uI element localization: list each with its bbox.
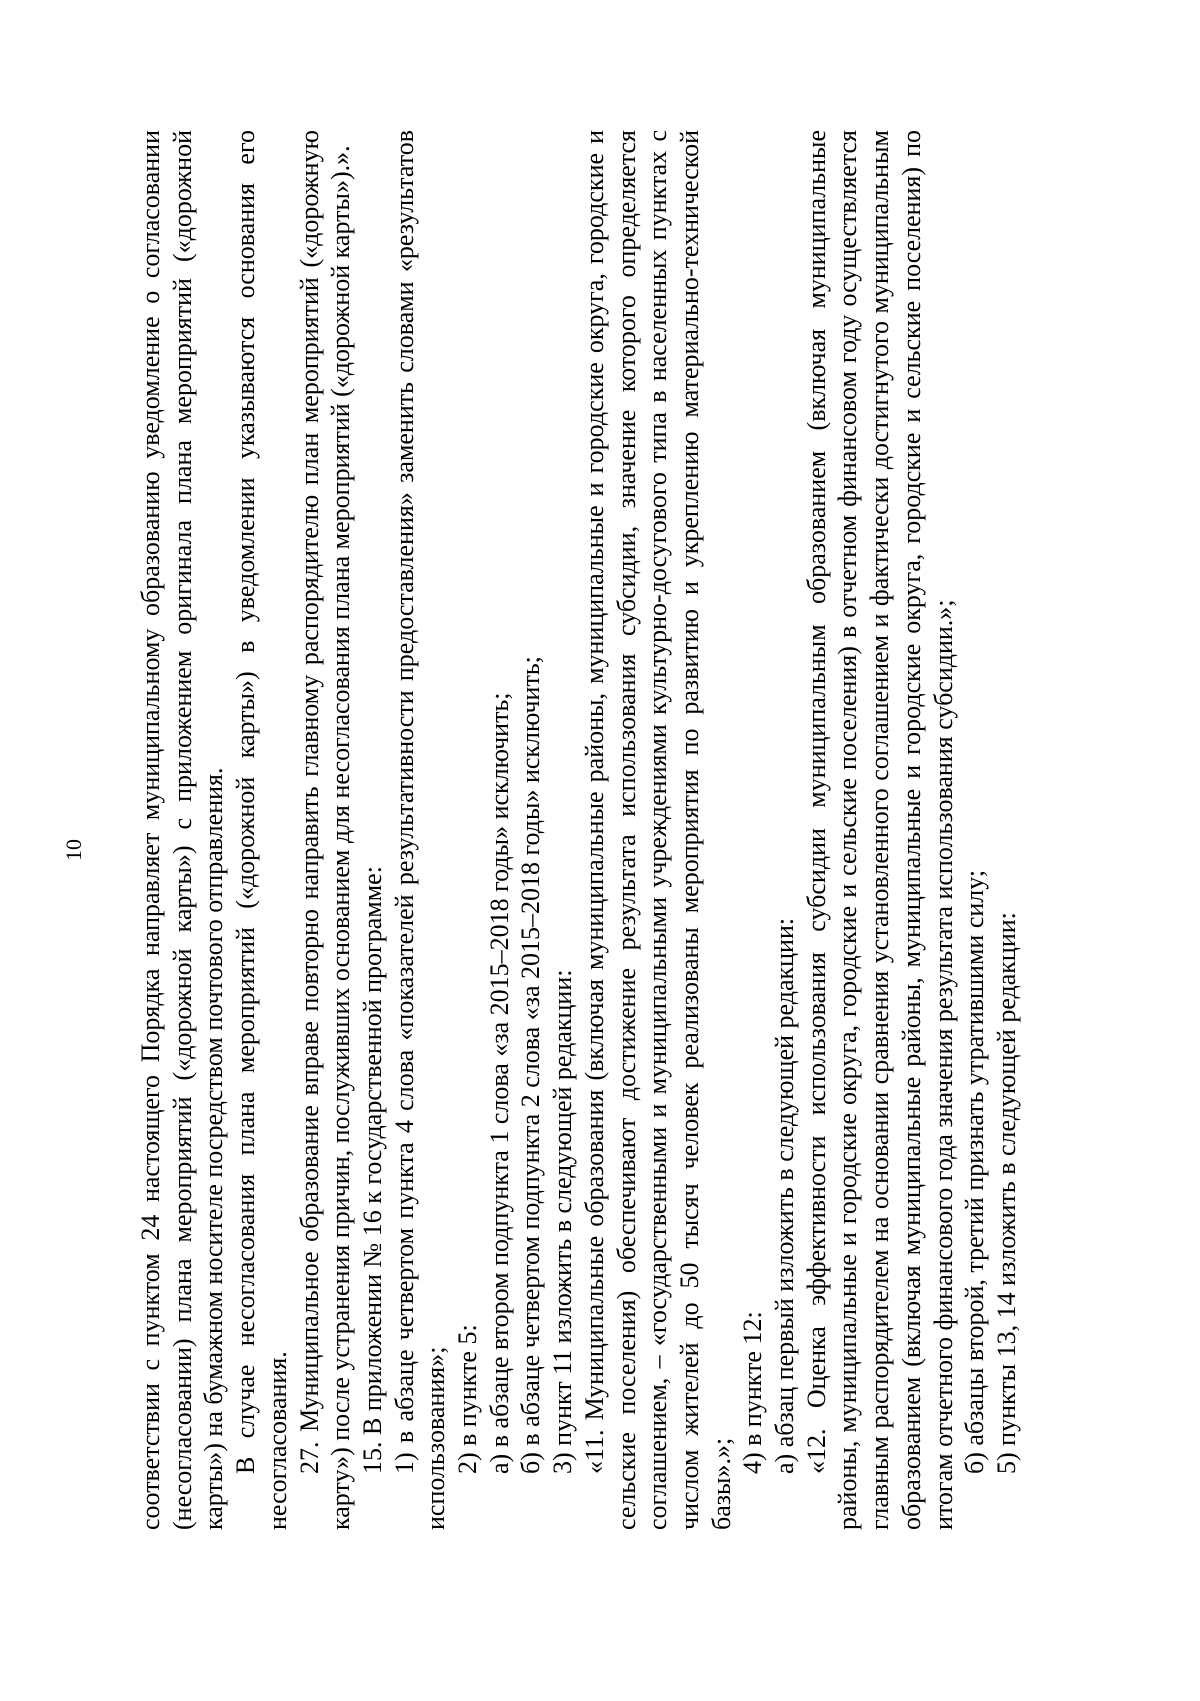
text-line: соответствии с пунктом 24 настоящего Порядка направляет муниципальному образованию уведомление о согласовании bbox=[136, 130, 165, 1530]
text-line: 2) в пункте 5: bbox=[453, 1324, 483, 1474]
text-line: (несогласовании) плана мероприятий («дорожной карты») с приложением оригинала плана мероприятий («дорожной bbox=[167, 130, 197, 1530]
text-line: «11. Муниципальные образования (включая муниципальные районы, муниципальные и городские округа, городские и bbox=[579, 130, 609, 1474]
text-line: базы».»; bbox=[706, 1437, 736, 1530]
text-line: а) абзац первый изложить в следующей редакции: bbox=[770, 917, 800, 1474]
text-line: 3) пункт 11 изложить в следующей редакции: bbox=[548, 969, 578, 1474]
document-page bbox=[20, 50, 1180, 1650]
text-line: 4) в пункте 12: bbox=[738, 1311, 768, 1474]
document-body bbox=[135, 130, 1023, 1530]
text-line: районы, муниципальные и городские округа, городские и сельские поселения) в отчетном финансовом году осуществляется bbox=[833, 130, 863, 1530]
text-line: 27. Муниципальное образование вправе повторно направить главному распорядителю план мероприятий («дорожную bbox=[294, 130, 324, 1474]
text-line: 1) в абзаце четвертом пункта 4 слова «показателей результативности предоставления» заменить словами «результатов bbox=[389, 130, 419, 1474]
text-line: образованием (включая муниципальные районы, муниципальные и городские округа, городские и сельские поселения) по bbox=[896, 130, 926, 1530]
text-line: б) абзацы второй, третий признать утратившими силу; bbox=[960, 869, 990, 1474]
text-line: карту») после устранения причин, послуживших основанием для несогласования плана мероприятий («дорожной карты»).». bbox=[326, 145, 356, 1530]
page-number: 10 bbox=[61, 839, 86, 861]
text-line: итогам отчетного финансового года значения результата использования субсидии.»; bbox=[928, 599, 958, 1530]
text-line: числом жителей до 50 тысяч человек реализованы мероприятия по развитию и укреплению материально-технической bbox=[674, 130, 704, 1530]
text-line: а) в абзаце втором подпункта 1 слова «за 2015–2018 годы» исключить; bbox=[484, 692, 514, 1474]
text-line: использования»; bbox=[421, 1346, 451, 1530]
text-line: В случае несогласования плана мероприятий («дорожной карты») в уведомлении указываются основания его bbox=[231, 130, 261, 1474]
text-line: карты») на бумажном носителе посредством почтового отправления. bbox=[199, 767, 229, 1530]
text-line: «12. Оценка эффективности использования субсидии муниципальным образованием (включая муниципальные bbox=[801, 130, 831, 1474]
text-line: соглашением, – «государственными и муниципальными учреждениями культурно-досугового типа в населенных пунктах с bbox=[643, 130, 673, 1530]
text-line: 15. В приложении № 16 к государственной программе: bbox=[357, 866, 387, 1474]
text-line: главным распорядителем на основании сравнения установленного соглашением и фактически достигнутого муниципальным bbox=[865, 130, 895, 1530]
text-line: 5) пункты 13, 14 изложить в следующей редакции: bbox=[991, 912, 1021, 1474]
text-line: б) в абзаце четвертом подпункта 2 слова «за 2015–2018 годы» исключить; bbox=[516, 656, 546, 1474]
text-line: сельские поселения) обеспечивают достижение результата использования субсидии, значение которого определяется bbox=[611, 130, 641, 1530]
text-line: несогласования. bbox=[262, 1351, 292, 1530]
